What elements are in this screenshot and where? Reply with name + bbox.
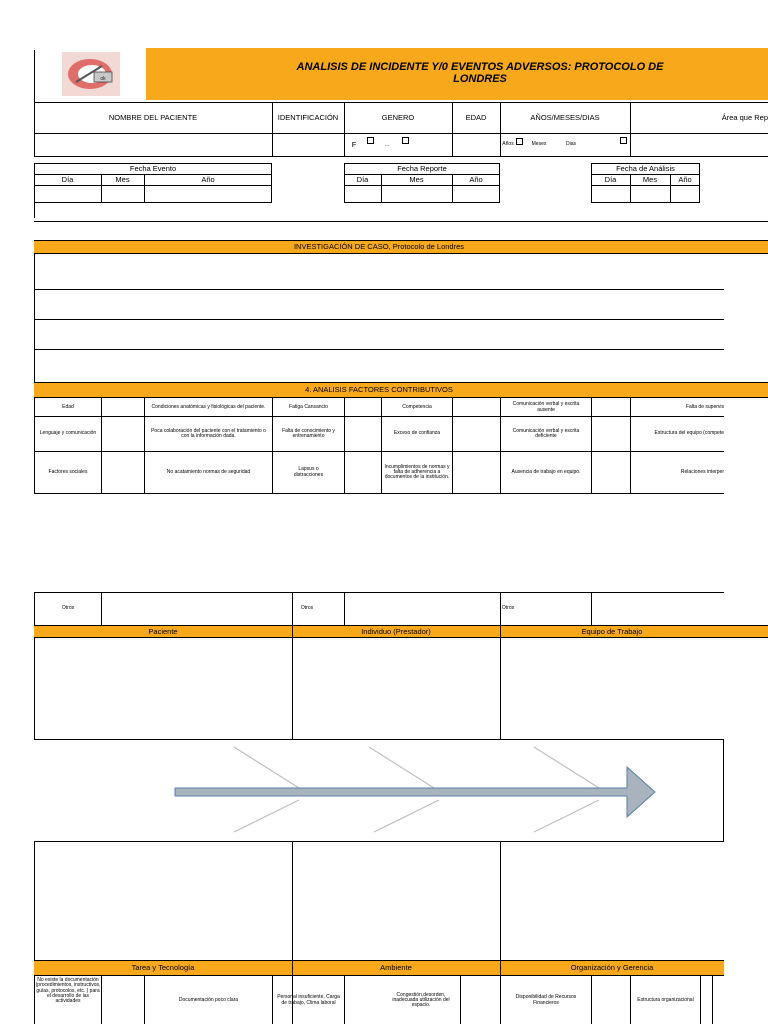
tarea-notes[interactable] [35, 843, 292, 959]
tarea-documentacion-poco-clara: Documentación poco clara [178, 996, 239, 1003]
factor-competencia: Competencia [402, 403, 432, 410]
input-identificacion[interactable] [273, 134, 343, 156]
factor-edad: Edad [62, 403, 74, 410]
fishbone-diagram [34, 739, 724, 842]
category-organizacion: Organización y Gerencia [570, 963, 654, 973]
factor-estructura-equipo: Estructura del equipo (compete [654, 430, 724, 437]
ambiente-personal-insuficiente: Personal insuficiente, Carga de trabajo, Clima laboral [277, 994, 340, 1006]
factor-lapsus: Lapsus o distracciones [293, 466, 324, 478]
fecha-evento-title: Fecha Evento [129, 163, 177, 173]
factor-exceso-confianza: Exceso de confianza [393, 430, 441, 437]
genero-f-checkbox[interactable] [367, 137, 374, 144]
fecha-analisis-anio: Año [678, 174, 692, 184]
fecha-analisis-dia: Día [604, 174, 617, 184]
col-edad: EDAD [465, 112, 487, 122]
genero-m-label: ... [384, 142, 390, 149]
organizacion-notes[interactable] [501, 843, 724, 959]
paciente-notes[interactable] [35, 639, 292, 739]
investigacion-line-1[interactable] [35, 255, 723, 289]
anios-label: Años [502, 141, 514, 148]
otros-equipo-label: Otros [501, 604, 515, 611]
investigacion-line-3[interactable] [35, 320, 723, 349]
factor-relaciones: Relaciones interper [680, 468, 724, 475]
factor-no-acatamiento: No acatamiento normas de seguridad [166, 468, 251, 475]
org-disponibilidad-recursos: Disponibilidad de Recursos Financieros [515, 994, 577, 1006]
col-identificacion: IDENTIFICACIÓN [277, 112, 339, 122]
otros-individuo-label: Otros [300, 604, 314, 611]
otros-individuo-input[interactable] [345, 593, 500, 624]
ambiente-congestion: Congestión,desorden, inadecuada utilización del espacio. [392, 991, 450, 1009]
investigacion-line-2[interactable] [35, 290, 723, 319]
factor-comunicacion-ausente: Comunicación verbal y escrita ausente [512, 401, 580, 413]
col-genero: GENERO [381, 112, 415, 122]
fecha-analisis-title: Fecha de Análisis [616, 163, 675, 173]
fecha-evento-dia: Día [61, 174, 74, 184]
factor-fatiga: Fatiga Cansancio [289, 403, 328, 410]
fecha-reporte-anio: Año [469, 174, 483, 184]
factor-poca-colaboracion: Poca colaboración del paciente con el tratamiento o con la información dada. [151, 427, 266, 439]
clinic-logo-icon [62, 52, 120, 96]
factor-ausencia-equipo: Ausencia de trabajo en equipo. [511, 468, 581, 475]
input-nombre[interactable] [35, 134, 271, 156]
equipo-notes[interactable] [501, 639, 724, 739]
col-anios: AÑOS/MESES/DIAS [530, 112, 600, 122]
fecha-reporte-mes: Mes [409, 174, 424, 184]
fecha-reporte-dia: Día [356, 174, 369, 184]
genero-m-checkbox[interactable] [402, 137, 409, 144]
factor-condiciones-anatomicas: Condiciones anatómicas y fisiológicas del paciente. [151, 403, 266, 410]
page-title: ANALISIS DE INCIDENTE Y/0 EVENTOS ADVERSOS: PROTOCOLO DE LONDRES [296, 61, 664, 85]
fecha-evento-mes: Mes [115, 174, 130, 184]
ambiente-notes[interactable] [293, 843, 500, 959]
otros-paciente-input[interactable] [102, 593, 292, 624]
factor-incumplimientos: Incumplimientos de normas y falta de adherencia a documentos de la institución. [384, 463, 450, 481]
anios-checkbox[interactable] [516, 138, 523, 145]
org-estructura: Estructura organizacional [637, 996, 694, 1003]
otros-equipo-input[interactable] [592, 593, 724, 624]
input-edad[interactable] [453, 134, 499, 156]
genero-f-label: F [351, 140, 357, 150]
svg-text:ok: ok [100, 76, 106, 82]
dias-label: Dias [565, 141, 576, 148]
category-paciente: Paciente [148, 626, 178, 636]
category-ambiente: Ambiente [380, 963, 412, 973]
factor-lenguaje: Lenguaje y comunicación [39, 430, 97, 437]
col-nombre: NOMBRE DEL PACIENTE [108, 112, 198, 122]
factor-falta-supervision: Falta de supervis [685, 403, 724, 410]
investigacion-title: INVESTIGACIÓN DE CASO, Protocolo de Londres [293, 242, 465, 252]
individuo-notes[interactable] [293, 639, 500, 739]
otros-paciente-label: Otros [61, 604, 75, 611]
meses-label: Meses [531, 141, 547, 148]
factores-title: 4. ANALISIS FACTORES CONTRIBUTIVOS [305, 385, 453, 395]
factor-comunicacion-deficiente: Comunicación verbal y escrita deficiente [512, 427, 580, 439]
dias-checkbox[interactable] [620, 137, 627, 144]
tarea-no-documentacion: No existe la documentación (procedimientos, instructivos, guías, protocolos, etc. ) para el desarrollo de las actividades [35, 977, 101, 1004]
fecha-evento-anio: Año [201, 174, 215, 184]
factor-sociales: Factores sociales [48, 468, 88, 475]
factor-falta-conocimiento: Falta de conocimiento y entrenamiento [282, 427, 335, 439]
category-individuo: Individuo (Prestador) [361, 626, 431, 636]
category-tarea: Tarea y Tecnología [131, 963, 195, 973]
category-equipo: Equipo de Trabajo [581, 626, 643, 636]
fecha-analisis-mes: Mes [642, 174, 658, 184]
col-area: Área que Rep [721, 112, 768, 122]
fecha-reporte-title: Fecha Reporte [397, 163, 447, 173]
